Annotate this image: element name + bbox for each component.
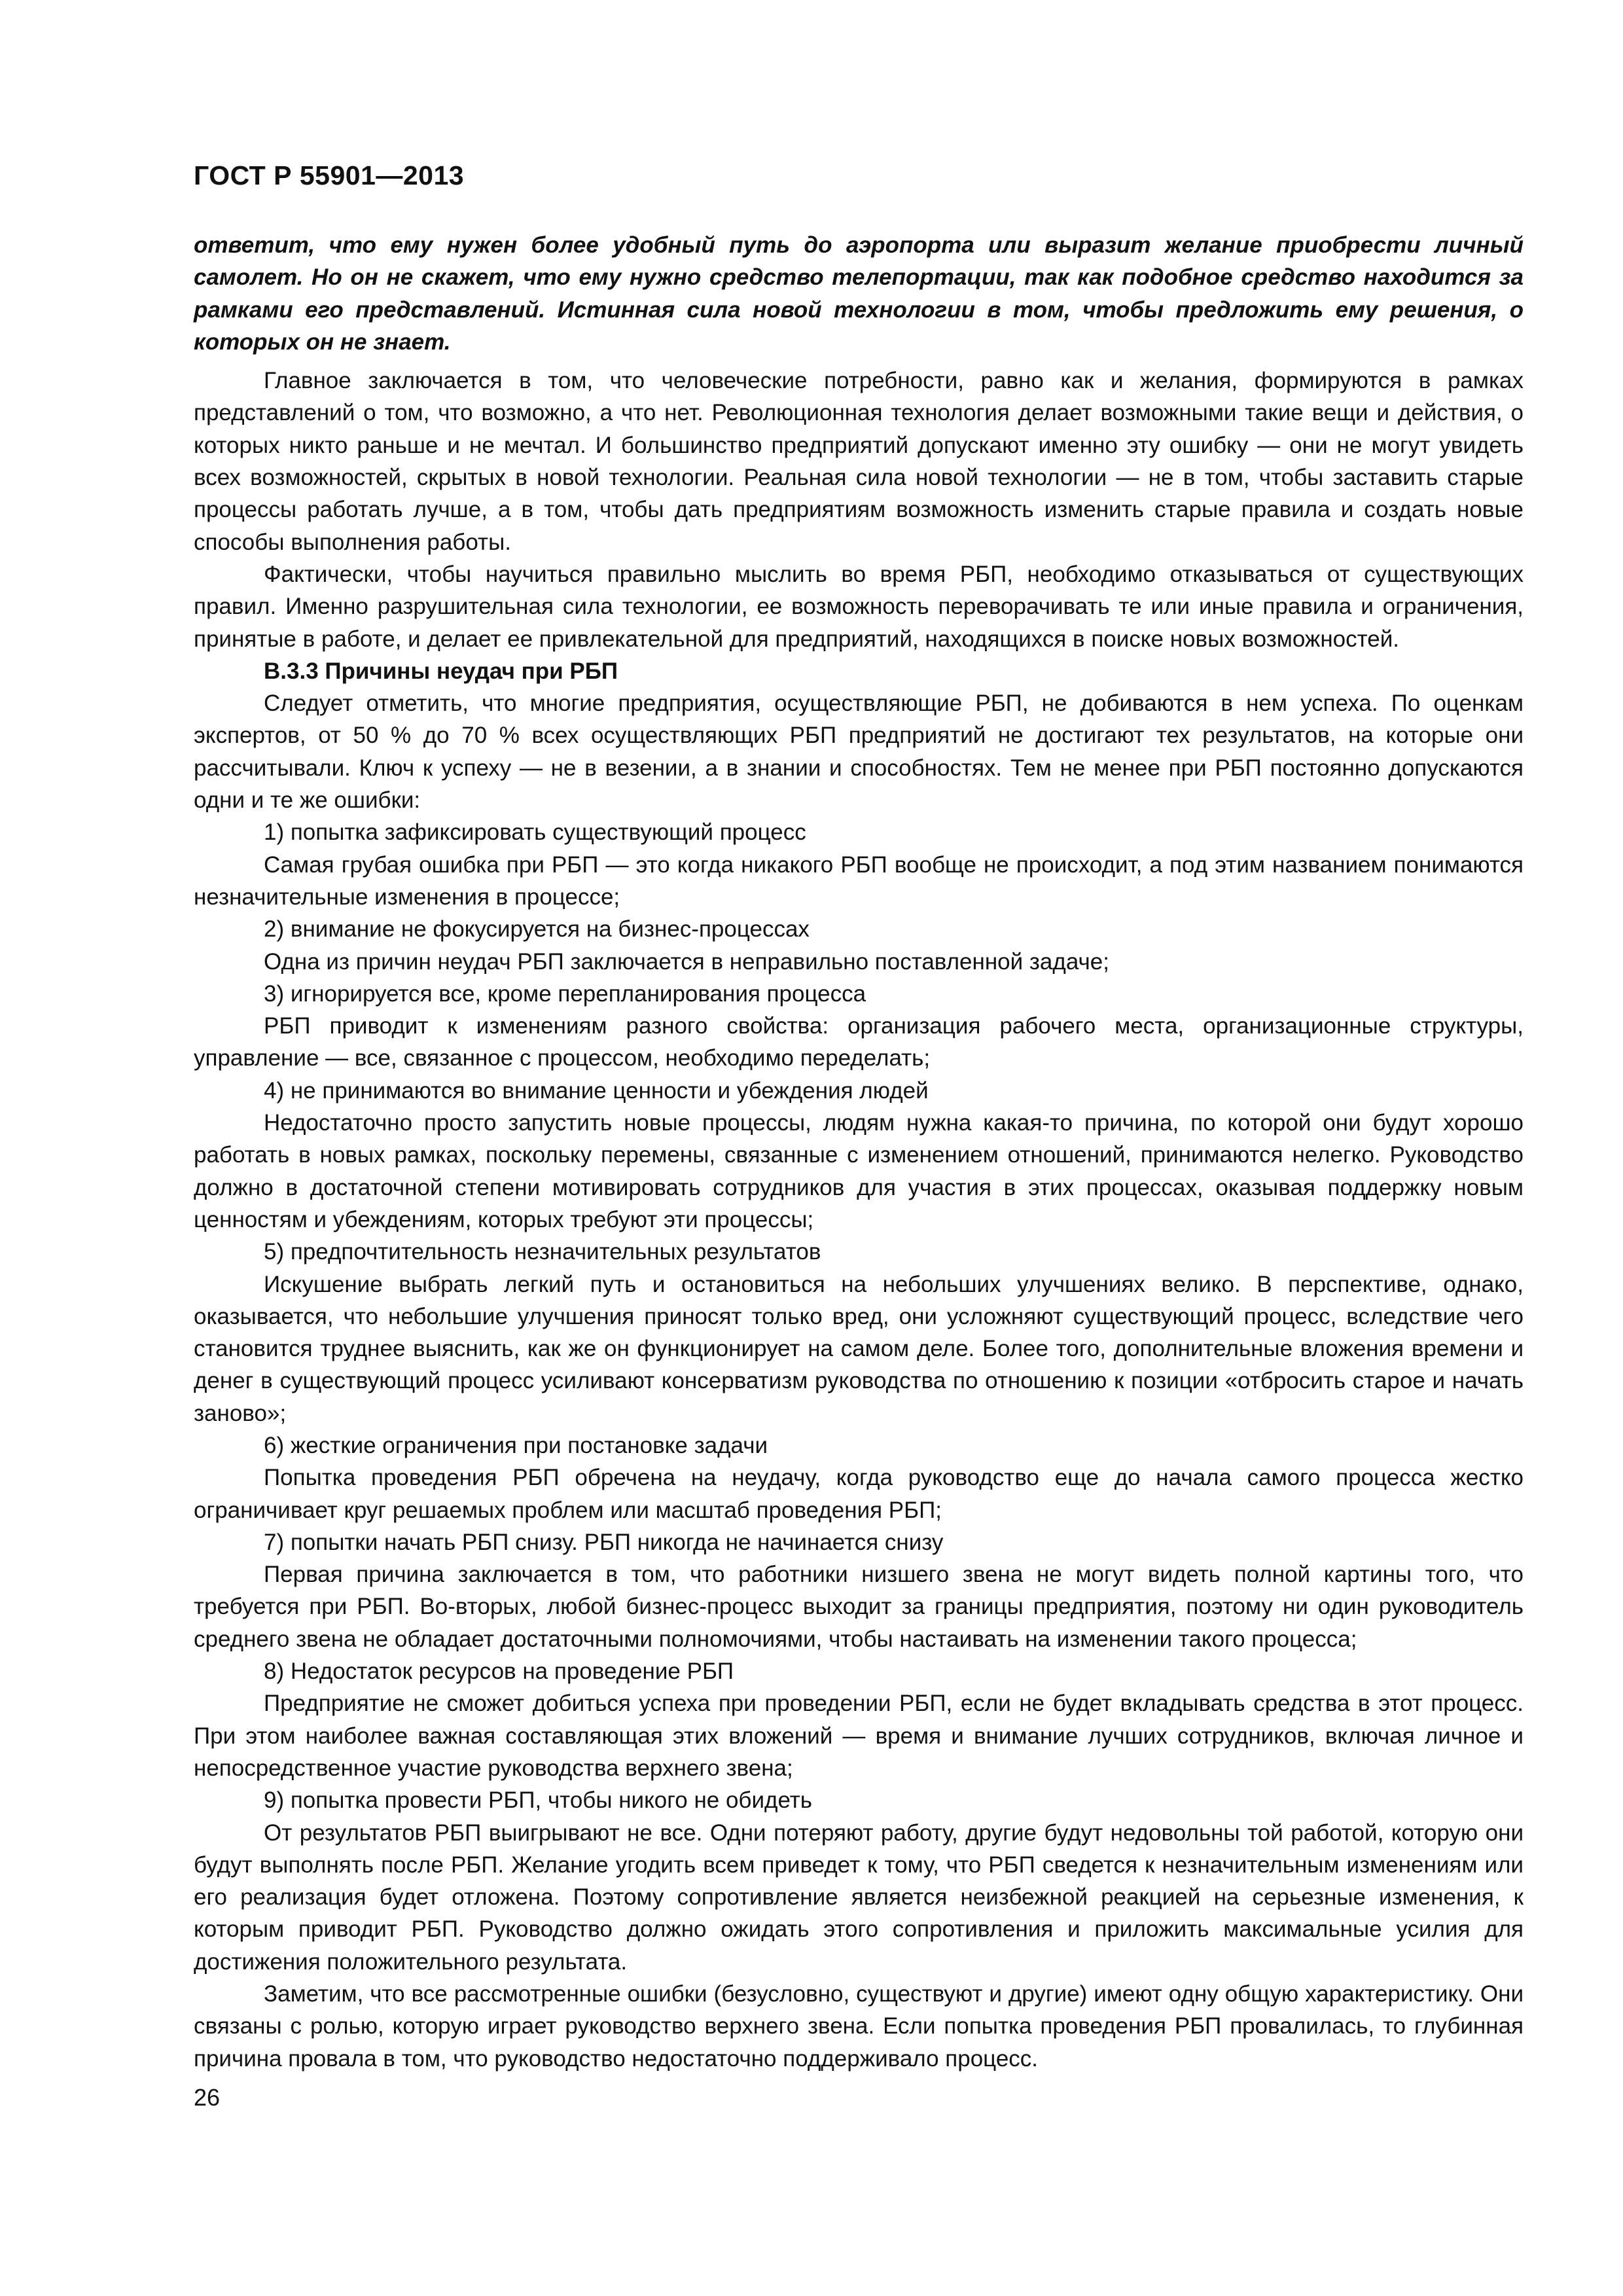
list-item: 8) Недостаток ресурсов на проведение РБП [264, 1659, 734, 1685]
body-paragraph: Заметим, что все рассмотренные ошибки (безусловно, существуют и другие) имеют одну общую характеристику. Они связаны с ролью, которую играет руководство верхнего звена. Если попытка проведения РБП провалилась, то глубинная причина провала в том, что руководство недостаточно поддерживало процесс. [194, 1981, 1524, 2072]
list-item: 1) попытка зафиксировать существующий процесс [264, 819, 806, 846]
body-paragraph: Первая причина заключается в том, что работники низшего звена не могут видеть полной картины того, что требуется при РБП. Во-вторых, любой бизнес-процесс выходит за границы предприятия, поэтому ни один руководитель среднего звена не обладает достаточными полномочиями, чтобы настаивать на изменении такого процесса; [194, 1562, 1524, 1652]
body-paragraph: РБП приводит к изменениям разного свойства: организация рабочего места, организационные структуры, управление — все, связанное с процессом, необходимо переделать; [194, 1013, 1524, 1071]
document-body [194, 229, 1524, 2075]
list-item: 4) не принимаются во внимание ценности и убеждения людей [264, 1077, 929, 1103]
body-paragraph: Фактически, чтобы научиться правильно мыслить во время РБП, необходимо отказываться от существующих правил. Именно разрушительная сила технологии, ее возможность переворачивать те или иные правила и ограничения, принятые в работе, и делает ее привлекательной для предприятий, находящихся в поиске новых возможностей. [194, 561, 1524, 652]
body-paragraph: Главное заключается в том, что человеческие потребности, равно как и желания, формируются в рамках представлений о том, что возможно, а что нет. Революционная технология делает возможными такие вещи и действия, о которых никто раньше и не мечтал. И большинство предприятий допускают именно эту ошибку — они не могут увидеть всех возможностей, скрытых в новой технологии. Реальная сила новой технологии — не в том, чтобы заставить старые процессы работать лучше, а в том, чтобы дать предприятиям возможность изменить старые правила и создать новые способы выполнения работы. [194, 368, 1524, 555]
list-item: 5) предпочтительность незначительных результатов [264, 1239, 821, 1265]
list-item: 2) внимание не фокусируется на бизнес-процессах [264, 916, 810, 942]
intro-paragraph: ответит, что ему нужен более удобный путь до аэропорта или выразит желание приобрести личный самолет. Но он не скажет, что ему нужно средство телепортации, так как подобное средство находится за рамками его представлений. Истинная сила новой технологии в том, чтобы предложить ему решения, о которых он не знает. [194, 232, 1524, 355]
list-item: 7) попытки начать РБП снизу. РБП никогда не начинается снизу [264, 1529, 944, 1555]
section-heading: В.3.3 Причины неудач при РБП [264, 658, 618, 684]
list-item: 3) игнорируется все, кроме перепланирования процесса [264, 980, 866, 1007]
list-item: 6) жесткие ограничения при постановке задачи [264, 1432, 768, 1458]
body-paragraph: От результатов РБП выигрывают не все. Одни потеряют работу, другие будут недовольны той работой, которую они будут выполнять после РБП. Желание угодить всем приведет к тому, что РБП сведется к незначительным изменениям или его реализация будет отложена. Поэтому сопротивление является неизбежной реакцией на серьезные изменения, к которым приводит РБП. Руководство должно ожидать этого сопротивления и приложить максимальные усилия для достижения положительного результата. [194, 1820, 1524, 1975]
body-paragraph: Недостаточно просто запустить новые процессы, людям нужна какая-то причина, по которой они будут хорошо работать в новых рамках, поскольку перемены, связанные с изменением отношений, принимаются нелегко. Руководство должно в достаточной степени мотивировать сотрудников для участия в этих процессах, оказывая поддержку новым ценностям и убеждениям, которых требуют эти процессы; [194, 1110, 1524, 1232]
body-paragraph: Самая грубая ошибка при РБП — это когда никакого РБП вообще не происходит, а под этим названием понимаются незначительные изменения в процессе; [194, 852, 1524, 910]
body-paragraph: Попытка проведения РБП обречена на неудачу, когда руководство еще до начала самого процесса жестко ограничивает круг решаемых проблем или масштаб проведения РБП; [194, 1465, 1524, 1523]
body-paragraph: Искушение выбрать легкий путь и остановиться на небольших улучшениях велико. В перспективе, однако, оказывается, что небольшие улучшения приносят только вред, они усложняют существующий процесс, вследствие чего становится труднее выяснить, как же он функционирует на самом деле. Более того, дополнительные вложения времени и денег в существующий процесс усиливают консерватизм руководства по отношению к позиции «отбросить старое и начать заново»; [194, 1271, 1524, 1426]
page-number: 26 [194, 2084, 221, 2111]
body-paragraph: Одна из причин неудач РБП заключается в неправильно поставленной задаче; [264, 948, 1109, 975]
body-paragraph: Предприятие не сможет добиться успеха при проведении РБП, если не будет вкладывать средства в этот процесс. При этом наиболее важная составляющая этих вложений — время и внимание лучших сотрудников, включая личное и непосредственное участие руководства верхнего звена; [194, 1691, 1524, 1781]
document-header: ГОСТ Р 55901—2013 [194, 160, 465, 190]
body-paragraph: Следует отметить, что многие предприятия, осуществляющие РБП, не добиваются в нем успеха. По оценкам экспертов, от 50 % до 70 % всех осуществляющих РБП предприятий не достигают тех результатов, на которые они рассчитывали. Ключ к успеху — не в везении, а в знании и способностях. Тем не менее при РБП постоянно допускаются одни и те же ошибки: [194, 691, 1524, 814]
list-item: 9) попытка провести РБП, чтобы никого не обидеть [264, 1787, 813, 1814]
